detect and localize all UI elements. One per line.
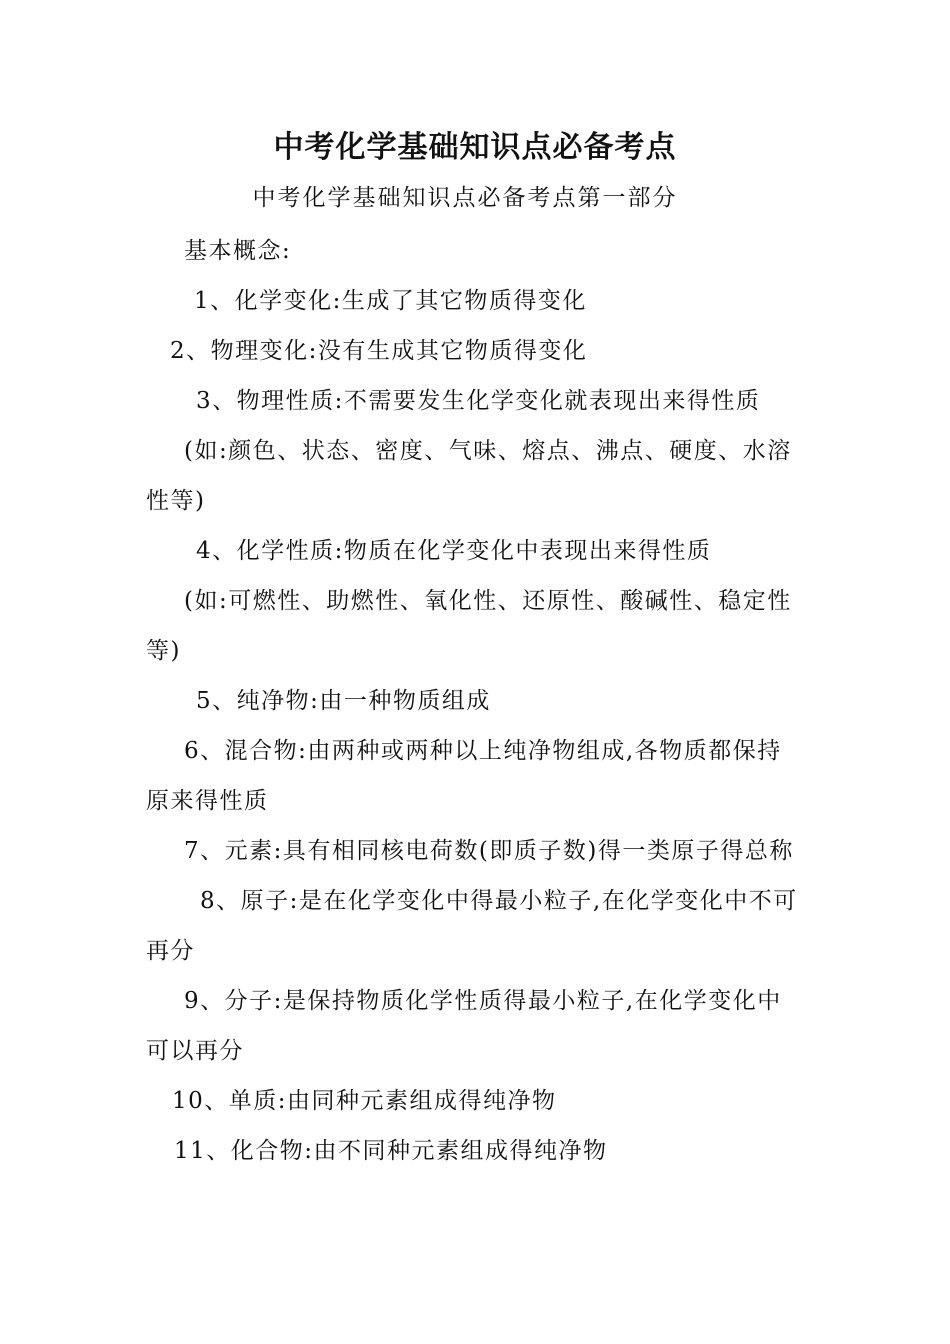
document-body	[146, 226, 802, 1176]
definition-note: (如:可燃性、助燃性、氧化性、还原性、酸碱性、稳定性等)	[146, 588, 792, 664]
definition-item: 3、物理性质:不需要发生化学变化就表现出来得性质	[196, 388, 761, 414]
definition-item: 8、原子:是在化学变化中得最小粒子,在化学变化中不可再分	[146, 888, 798, 964]
page-title: 中考化学基础知识点必备考点	[273, 130, 677, 165]
page-subtitle: 中考化学基础知识点必备考点第一部分	[252, 185, 678, 211]
section-heading: 基本概念:	[184, 238, 292, 264]
definition-item: 1、化学变化:生成了其它物质得变化	[194, 288, 587, 314]
definition-item: 6、混合物:由两种或两种以上纯净物组成,各物质都保持原来得性质	[146, 738, 782, 814]
definition-item: 5、纯净物:由一种物质组成	[196, 688, 491, 714]
definition-item: 10、单质:由同种元素组成得纯净物	[172, 1088, 557, 1114]
definition-note: (如:颜色、状态、密度、气味、熔点、沸点、硬度、水溶性等)	[146, 438, 792, 514]
definition-item: 7、元素:具有相同核电荷数(即质子数)得一类原子得总称	[184, 838, 794, 864]
definition-item: 9、分子:是保持物质化学性质得最小粒子,在化学变化中可以再分	[146, 988, 782, 1064]
definition-item: 2、物理变化:没有生成其它物质得变化	[170, 338, 588, 364]
definition-item: 11、化合物:由不同种元素组成得纯净物	[174, 1138, 608, 1164]
definition-item: 4、化学性质:物质在化学变化中表现出来得性质	[196, 538, 712, 564]
